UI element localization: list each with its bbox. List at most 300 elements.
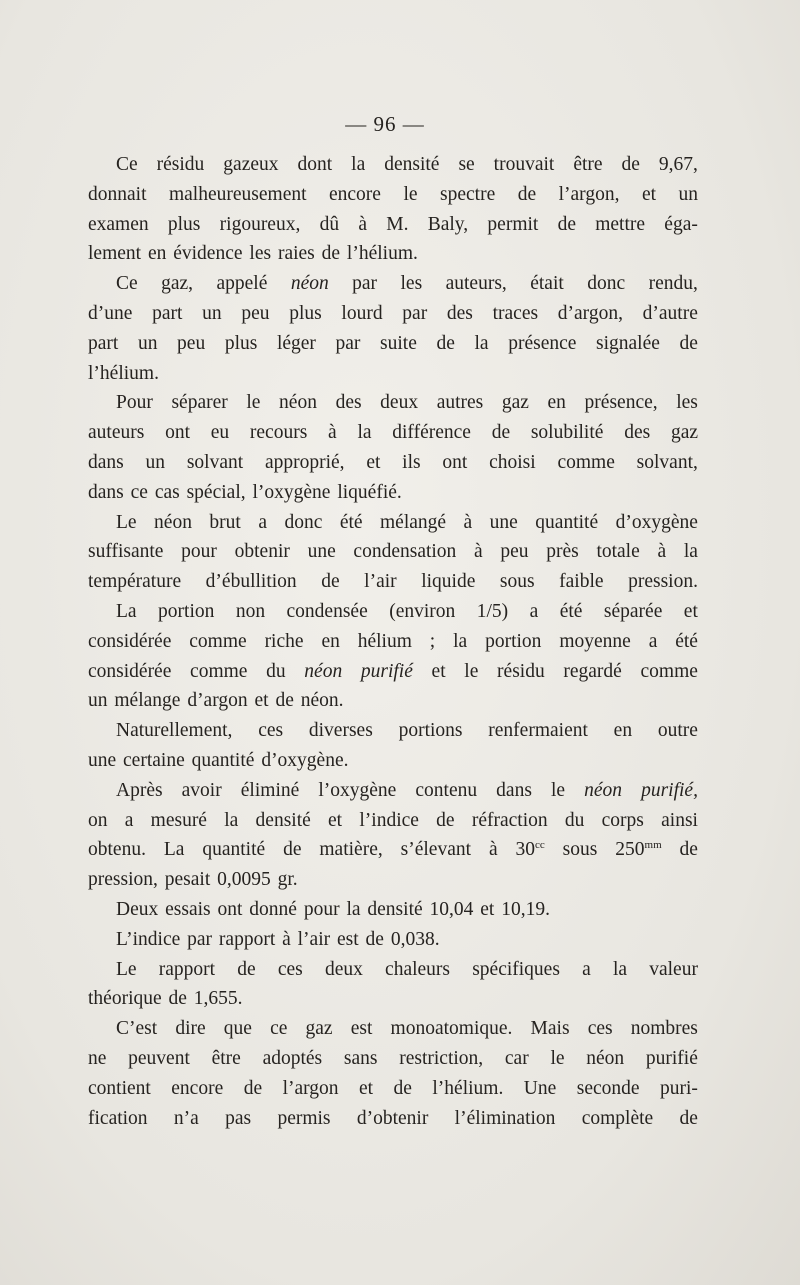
word: 1,655. <box>193 988 243 1010</box>
word: résidu <box>156 154 205 175</box>
word: pas <box>225 1107 252 1129</box>
word: peu <box>241 302 270 324</box>
text-line <box>88 448 698 478</box>
word: de <box>436 332 455 354</box>
word: adoptés <box>262 1047 323 1069</box>
word: Le <box>116 511 137 533</box>
word: $250^{mm}$ <box>615 839 662 861</box>
text-line <box>88 478 698 508</box>
word: l’oxygène <box>252 481 331 503</box>
word: matière, <box>319 839 383 861</box>
word: deux <box>380 392 419 414</box>
word: encore <box>329 183 381 205</box>
word: néon <box>154 511 192 533</box>
text-line <box>88 150 698 180</box>
word: en <box>547 392 566 414</box>
text-line <box>88 299 698 329</box>
word: permit <box>487 213 539 235</box>
word: rapport <box>218 928 276 950</box>
word: un <box>145 451 166 473</box>
text-line <box>88 984 698 1014</box>
word: température <box>88 571 182 593</box>
word: gaz <box>501 392 529 414</box>
word: Mais <box>530 1018 570 1040</box>
word: l’hélium. <box>88 362 159 384</box>
word: d’obtenir <box>356 1107 429 1129</box>
text-line <box>88 567 698 597</box>
word: des <box>446 302 473 324</box>
text-line <box>88 895 698 925</box>
word: les <box>400 273 423 295</box>
word: 10,19. <box>501 898 550 920</box>
word: comme <box>640 660 698 682</box>
word: est <box>350 1018 373 1040</box>
word: a <box>258 511 267 533</box>
word: néon <box>304 660 343 682</box>
word: des <box>335 392 362 414</box>
word: en <box>321 630 340 652</box>
word: à <box>358 213 367 235</box>
word: complète <box>581 1107 654 1129</box>
word: Une <box>523 1077 557 1099</box>
word: et <box>328 809 343 831</box>
word: a <box>582 958 591 980</box>
text-line <box>88 359 698 389</box>
word: être <box>211 1047 241 1069</box>
word: été <box>339 511 363 533</box>
word: rendu, <box>648 273 698 295</box>
word: ces <box>258 720 284 742</box>
word: la <box>346 898 361 920</box>
word: léger <box>276 332 316 354</box>
word: lourd <box>341 302 383 324</box>
word: par <box>187 928 213 950</box>
word: chaleurs <box>385 958 451 980</box>
text-line <box>88 269 698 299</box>
word: de <box>679 1107 698 1129</box>
word: près <box>546 541 579 563</box>
word: quantité <box>191 749 255 771</box>
word: restriction, <box>399 1047 484 1069</box>
word: l’élimination <box>454 1107 556 1129</box>
text-line <box>88 1044 698 1074</box>
word: moyenne <box>559 630 631 652</box>
word: néon <box>279 392 317 414</box>
word: sous <box>499 571 535 593</box>
word: examen <box>88 213 149 235</box>
text-line <box>88 865 698 895</box>
text-line <box>88 627 698 657</box>
word: 1/5) <box>476 600 509 622</box>
word: 0,038. <box>390 928 440 950</box>
word: donnait <box>88 183 147 205</box>
word: d’une <box>88 302 133 324</box>
word: une <box>307 541 336 563</box>
word: considérée <box>88 630 172 652</box>
word: Baly, <box>427 213 469 235</box>
word: $30^{cc}$ <box>515 839 545 861</box>
word: L’indice <box>116 928 181 950</box>
word: était <box>530 273 564 295</box>
word: Deux <box>116 898 159 920</box>
word: la <box>351 154 366 175</box>
word: est <box>337 928 359 950</box>
word: à <box>488 839 498 861</box>
word: ont <box>217 898 243 920</box>
word: le <box>464 660 479 682</box>
word: purifié <box>360 660 413 682</box>
word: de <box>237 958 256 980</box>
word: se <box>458 154 475 175</box>
word: pression, <box>88 869 158 891</box>
word: C’est <box>116 1018 158 1040</box>
word: ces <box>277 958 303 980</box>
word: un <box>88 690 108 712</box>
text-line <box>88 776 698 806</box>
word: permis <box>277 1107 331 1129</box>
word: ces <box>587 1018 613 1040</box>
word: de <box>679 839 698 861</box>
word: le <box>403 183 418 205</box>
word: M. <box>386 213 409 235</box>
word: séparer <box>171 392 228 414</box>
word: mélangé <box>380 511 447 533</box>
word: par <box>352 273 378 295</box>
word: donné <box>249 898 297 920</box>
word: ont <box>442 451 468 473</box>
word: la <box>612 958 628 980</box>
text-line <box>88 657 698 687</box>
word: Ce <box>116 273 138 295</box>
word: mélange <box>114 690 181 712</box>
word: les <box>249 243 272 265</box>
word: La <box>116 600 137 622</box>
word: deux <box>324 958 363 980</box>
word: de <box>621 154 640 175</box>
word: de <box>491 422 511 444</box>
word: condensée <box>286 600 368 622</box>
word: et <box>254 690 269 712</box>
word: Après <box>116 779 163 801</box>
word: donc <box>587 273 626 295</box>
text-line <box>88 716 698 746</box>
word: approprié, <box>264 451 345 473</box>
word: contient <box>88 1077 151 1099</box>
word: pour <box>303 898 340 920</box>
word: d’oxygène. <box>261 749 349 771</box>
word: néon <box>586 1047 625 1069</box>
word: brut <box>209 511 241 533</box>
word: encore <box>171 1077 224 1099</box>
word: sans <box>343 1047 378 1069</box>
word: d’argon <box>187 690 248 712</box>
word: 9,67, <box>658 154 698 175</box>
text-line <box>88 537 698 567</box>
word: être <box>573 154 603 175</box>
word: à <box>474 541 483 563</box>
word: rapport <box>158 958 216 980</box>
word: essais <box>165 898 211 920</box>
word: suffisante <box>88 541 164 563</box>
word: solvant <box>186 451 244 473</box>
word: n’a <box>173 1107 199 1129</box>
word: mettre <box>595 213 646 235</box>
word: différence <box>392 422 471 444</box>
word: dont <box>297 154 333 175</box>
word: de <box>679 332 698 354</box>
word: gaz <box>670 422 698 444</box>
text-line <box>88 686 698 716</box>
word: dans <box>88 451 124 473</box>
word: de <box>275 690 294 712</box>
word: de <box>321 243 341 265</box>
word: l’oxygène <box>318 779 397 801</box>
text-line <box>88 239 698 269</box>
word: contenu <box>415 779 478 801</box>
word: et <box>480 898 495 920</box>
word: obtenu. <box>88 839 146 861</box>
text-line <box>88 508 698 538</box>
text-line <box>88 1014 698 1044</box>
word: nombres <box>630 1018 698 1040</box>
word: d’ébullition <box>205 571 297 593</box>
word: néon. <box>300 690 344 712</box>
word: portion <box>485 630 542 652</box>
word: outre <box>657 720 698 742</box>
word: a <box>124 809 134 831</box>
word: des <box>624 422 651 444</box>
word: puri- <box>660 1077 698 1099</box>
word: la <box>357 422 372 444</box>
word: corps <box>601 809 644 831</box>
word: par <box>402 302 428 324</box>
text-line <box>88 1104 698 1134</box>
word: à <box>282 928 291 950</box>
word: totale <box>596 541 640 563</box>
word: fication <box>88 1107 148 1129</box>
word: pour <box>181 541 217 563</box>
word: eu <box>210 422 230 444</box>
word: purifié, <box>641 779 698 801</box>
word: 10,04 <box>429 898 474 920</box>
word: auteurs, <box>445 273 507 295</box>
word: l’hélium. <box>346 243 418 265</box>
word: cas <box>154 481 180 503</box>
word: lement <box>88 243 142 265</box>
word: d’oxygène <box>615 511 698 533</box>
word: rigoureux, <box>219 213 301 235</box>
word: l’indice <box>359 809 419 831</box>
word: part <box>152 302 183 324</box>
word: ne <box>88 1047 107 1069</box>
word: pression. <box>628 571 698 593</box>
word: plus <box>289 302 322 324</box>
word: on <box>88 809 108 831</box>
word: en <box>147 243 167 265</box>
word: hélium <box>357 630 412 652</box>
word: portions <box>398 720 463 742</box>
word: gaz, <box>161 273 194 295</box>
word: comme <box>190 660 248 682</box>
word: ainsi <box>661 809 698 831</box>
word: auteurs <box>88 422 145 444</box>
text-line <box>88 329 698 359</box>
word: dû <box>319 213 340 235</box>
word: plus <box>167 213 201 235</box>
word: néon <box>584 779 623 801</box>
word: dans <box>88 481 124 503</box>
word: par <box>335 332 361 354</box>
word: Ce <box>116 154 138 175</box>
word: a <box>648 630 658 652</box>
word: dire <box>175 1018 206 1040</box>
word: un <box>202 302 222 324</box>
text-line <box>88 835 698 865</box>
word: présence, <box>584 392 658 414</box>
word: la <box>683 541 698 563</box>
word: a <box>529 600 539 622</box>
word: comme <box>189 630 247 652</box>
word: la <box>453 630 468 652</box>
word: densité <box>367 898 423 920</box>
word: La <box>163 839 185 861</box>
word: 0,0095 <box>217 869 271 891</box>
word: le <box>246 392 261 414</box>
word: recours <box>249 422 308 444</box>
word: séparée <box>603 600 663 622</box>
word: en <box>613 720 633 742</box>
word: densité <box>255 809 311 831</box>
text-line <box>88 955 698 985</box>
word: gaz <box>305 1018 333 1040</box>
word: quantité <box>202 839 266 861</box>
word: raies <box>277 243 315 265</box>
word: présence <box>508 332 577 354</box>
word: de <box>283 839 302 861</box>
word: éga- <box>664 213 698 235</box>
word: considérée <box>88 660 172 682</box>
word: évidence <box>173 243 243 265</box>
word: traces <box>492 302 539 324</box>
word: ; <box>429 630 436 652</box>
word: avoir <box>181 779 222 801</box>
word: condensation <box>353 541 457 563</box>
word: l’argon, <box>558 183 620 205</box>
word: peuvent <box>128 1047 190 1069</box>
text-line <box>88 180 698 210</box>
word: seconde <box>576 1077 640 1099</box>
word: s’élevant <box>400 839 472 861</box>
word: la <box>474 332 489 354</box>
text-line <box>88 925 698 955</box>
word: comme <box>557 451 615 473</box>
word: néon <box>290 273 329 295</box>
word: peu <box>500 541 529 563</box>
word: été <box>675 630 698 652</box>
word: et <box>641 183 657 205</box>
word: résidu <box>497 660 545 682</box>
word: à <box>657 541 667 563</box>
word: et <box>683 600 698 622</box>
word: diverses <box>308 720 373 742</box>
word: quantité <box>535 511 599 533</box>
word: spectre <box>440 183 496 205</box>
word: densité <box>384 154 440 175</box>
text-line <box>88 1074 698 1104</box>
text-line <box>88 388 698 418</box>
word: d’argon, <box>557 302 623 324</box>
word: et <box>366 451 381 473</box>
word: liquéfié. <box>337 481 402 503</box>
word: faible <box>559 571 604 593</box>
word: sous <box>562 839 598 861</box>
word: Le <box>116 958 137 980</box>
word: que <box>223 1018 252 1040</box>
word: liquide <box>421 571 476 593</box>
word: spécifiques <box>472 958 560 980</box>
word: peu <box>177 332 206 354</box>
word: mesuré <box>150 809 207 831</box>
word: du <box>564 809 585 831</box>
word: solubilité <box>530 422 604 444</box>
word: ce <box>130 481 148 503</box>
word: le <box>550 779 566 801</box>
word: de <box>436 809 455 831</box>
word: à <box>463 511 473 533</box>
word: de <box>243 1077 263 1099</box>
word: de <box>168 988 187 1010</box>
word: réfraction <box>471 809 548 831</box>
word: l’argon <box>282 1077 339 1099</box>
word: de <box>365 928 384 950</box>
word: signalée <box>596 332 660 354</box>
word: riche <box>264 630 304 652</box>
word: pesait <box>164 869 211 891</box>
word: dans <box>496 779 532 801</box>
word: Pour <box>116 392 153 414</box>
word: une <box>489 511 518 533</box>
word: appelé <box>216 273 268 295</box>
word: le <box>550 1047 565 1069</box>
word: théorique <box>88 988 162 1010</box>
word: (environ <box>389 600 456 622</box>
word: valeur <box>649 958 698 980</box>
page-number: — 96 — <box>345 112 425 136</box>
word: l’air <box>297 928 331 950</box>
word: suite <box>380 332 417 354</box>
word: portion <box>158 600 215 622</box>
word: regardé <box>563 660 622 682</box>
word: ont <box>165 422 190 444</box>
text-line <box>88 746 698 776</box>
word: malheureusement <box>168 183 307 205</box>
word: ce <box>270 1018 288 1040</box>
word: une <box>88 749 117 771</box>
text-line <box>88 806 698 836</box>
word: la <box>224 809 239 831</box>
word: et <box>431 660 446 682</box>
word: de <box>321 571 340 593</box>
word: l’air <box>364 571 397 593</box>
word: et <box>358 1077 374 1099</box>
word: éliminé <box>240 779 300 801</box>
word: spécial, <box>186 481 246 503</box>
word: obtenir <box>234 541 290 563</box>
word: ils <box>402 451 421 473</box>
word: part <box>88 332 119 354</box>
word: un <box>137 332 158 354</box>
text-line <box>88 418 698 448</box>
